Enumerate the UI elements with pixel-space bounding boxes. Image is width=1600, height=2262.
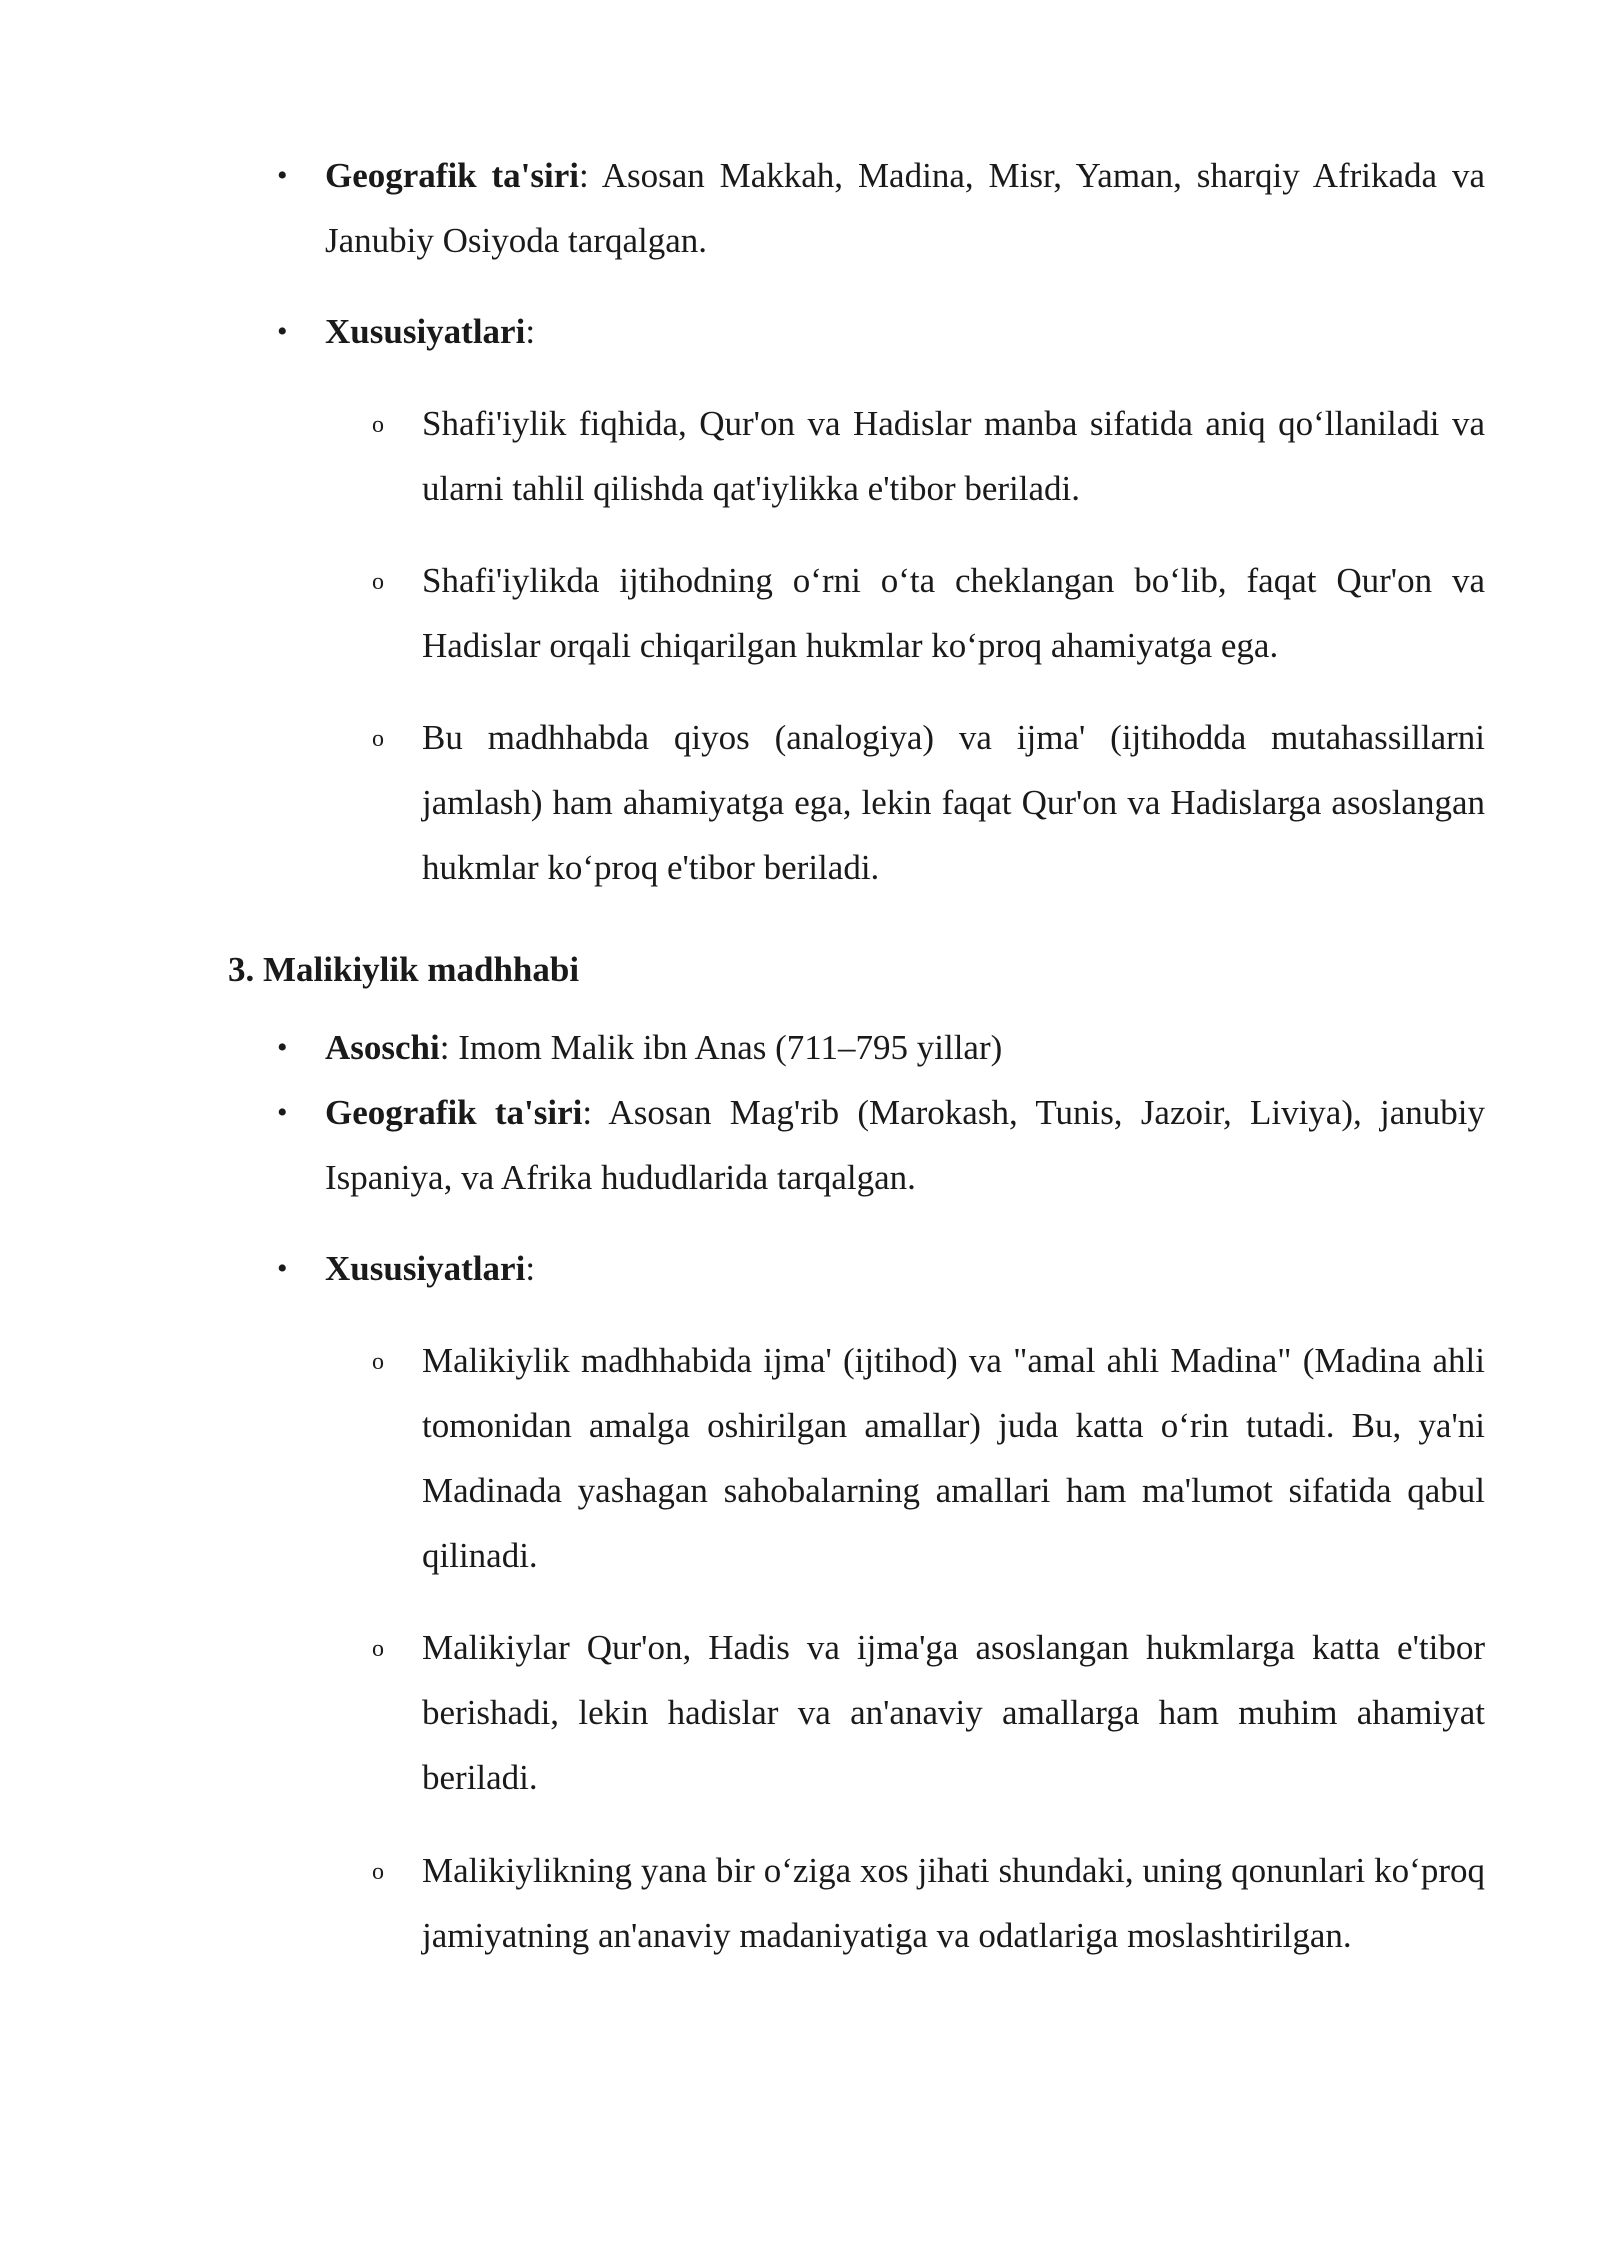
sub-item-text: Malikiylar Qur'on, Hadis va ijma'ga asoslangan hukmlarga katta e'tibor berishadi, lekin hadislar va an'anaviy amallarga ham muhim ahamiyat beriladi. [422,1628,1485,1797]
sub-marker: o [372,1636,384,1662]
bullet-text: : [525,1249,536,1288]
bullet-marker: • [277,1252,288,1285]
sub-item-text: Shafi'iylikda ijtihodning o‘rni o‘ta cheklangan bo‘lib, faqat Qur'on va Hadislar orqali chiqarilgan hukmlar ko‘proq ahamiyatga ega. [422,561,1485,665]
sub-item [372,1328,1485,1588]
bullet-geographic-influence [277,143,1486,273]
bullet-marker: • [277,1096,288,1129]
bullet-text: : [525,312,536,351]
bullet-features [277,299,1485,364]
bullet-text: : Imom Malik ibn Anas (711–795 yillar) [439,1028,1003,1067]
sub-item [372,391,1485,521]
sub-item [372,705,1485,900]
sub-marker: o [372,412,384,438]
sub-item-text: Bu madhhabda qiyos (analogiya) va ijma' (ijtihodda mutahassillarni jamlash) ham ahamiyatga ega, lekin faqat Qur'on va Hadislarga asoslangan hukmlar ko‘proq e'tibor beriladi. [422,718,1485,887]
bullet-label: Asoschi [325,1028,440,1067]
section-heading: 3. Malikiylik madhhabi [228,950,580,989]
sub-item-text: Shafi'iylik fiqhida, Qur'on va Hadislar manba sifatida aniq qo‘llaniladi va ularni tahlil qilishda qat'iylikka e'tibor beriladi. [422,404,1485,508]
sub-marker: o [372,1349,384,1375]
bullet-marker: • [277,1031,288,1064]
sub-item [372,1838,1485,1968]
bullet-label: Xususiyatlari [325,1249,526,1288]
sub-marker: o [372,1859,384,1885]
bullet-marker: • [277,159,288,192]
bullet-marker: • [277,315,288,348]
bullet-label: Xususiyatlari [325,312,526,351]
bullet-text: : Asosan Makkah, Madina, Misr, Yaman, sharqiy Afrikada va Janubiy Osiyoda tarqalgan. [325,156,1486,260]
bullet-text: : Asosan Mag'rib (Marokash, Tunis, Jazoir, Liviya), janubiy Ispaniya, va Afrika hududlarida tarqalgan. [325,1093,1485,1197]
bullet-features [277,1236,1485,1301]
bullet-founder [277,1015,1485,1080]
sub-item-text: Malikiylik madhhabida ijma' (ijtihod) va "amal ahli Madina" (Madina ahli tomonidan amalga oshirilgan amallar) juda katta o‘rin tutadi. Bu, ya'ni Madinada yashagan sahobalarning amallari ham ma'lumot sifatida qabul qilinadi. [422,1341,1485,1575]
sub-marker: o [372,726,384,752]
bullet-label: Geografik ta'siri [325,1093,583,1132]
bullet-label: Geografik ta'siri [325,156,580,195]
sub-marker: o [372,569,384,595]
sub-item [372,548,1485,678]
sub-item-text: Malikiylikning yana bir o‘ziga xos jihati shundaki, uning qonunlari ko‘proq jamiyatning an'anaviy madaniyatiga va odatlariga moslashtirilgan. [422,1851,1485,1955]
sub-item [372,1615,1485,1810]
bullet-geographic-influence [277,1080,1485,1210]
